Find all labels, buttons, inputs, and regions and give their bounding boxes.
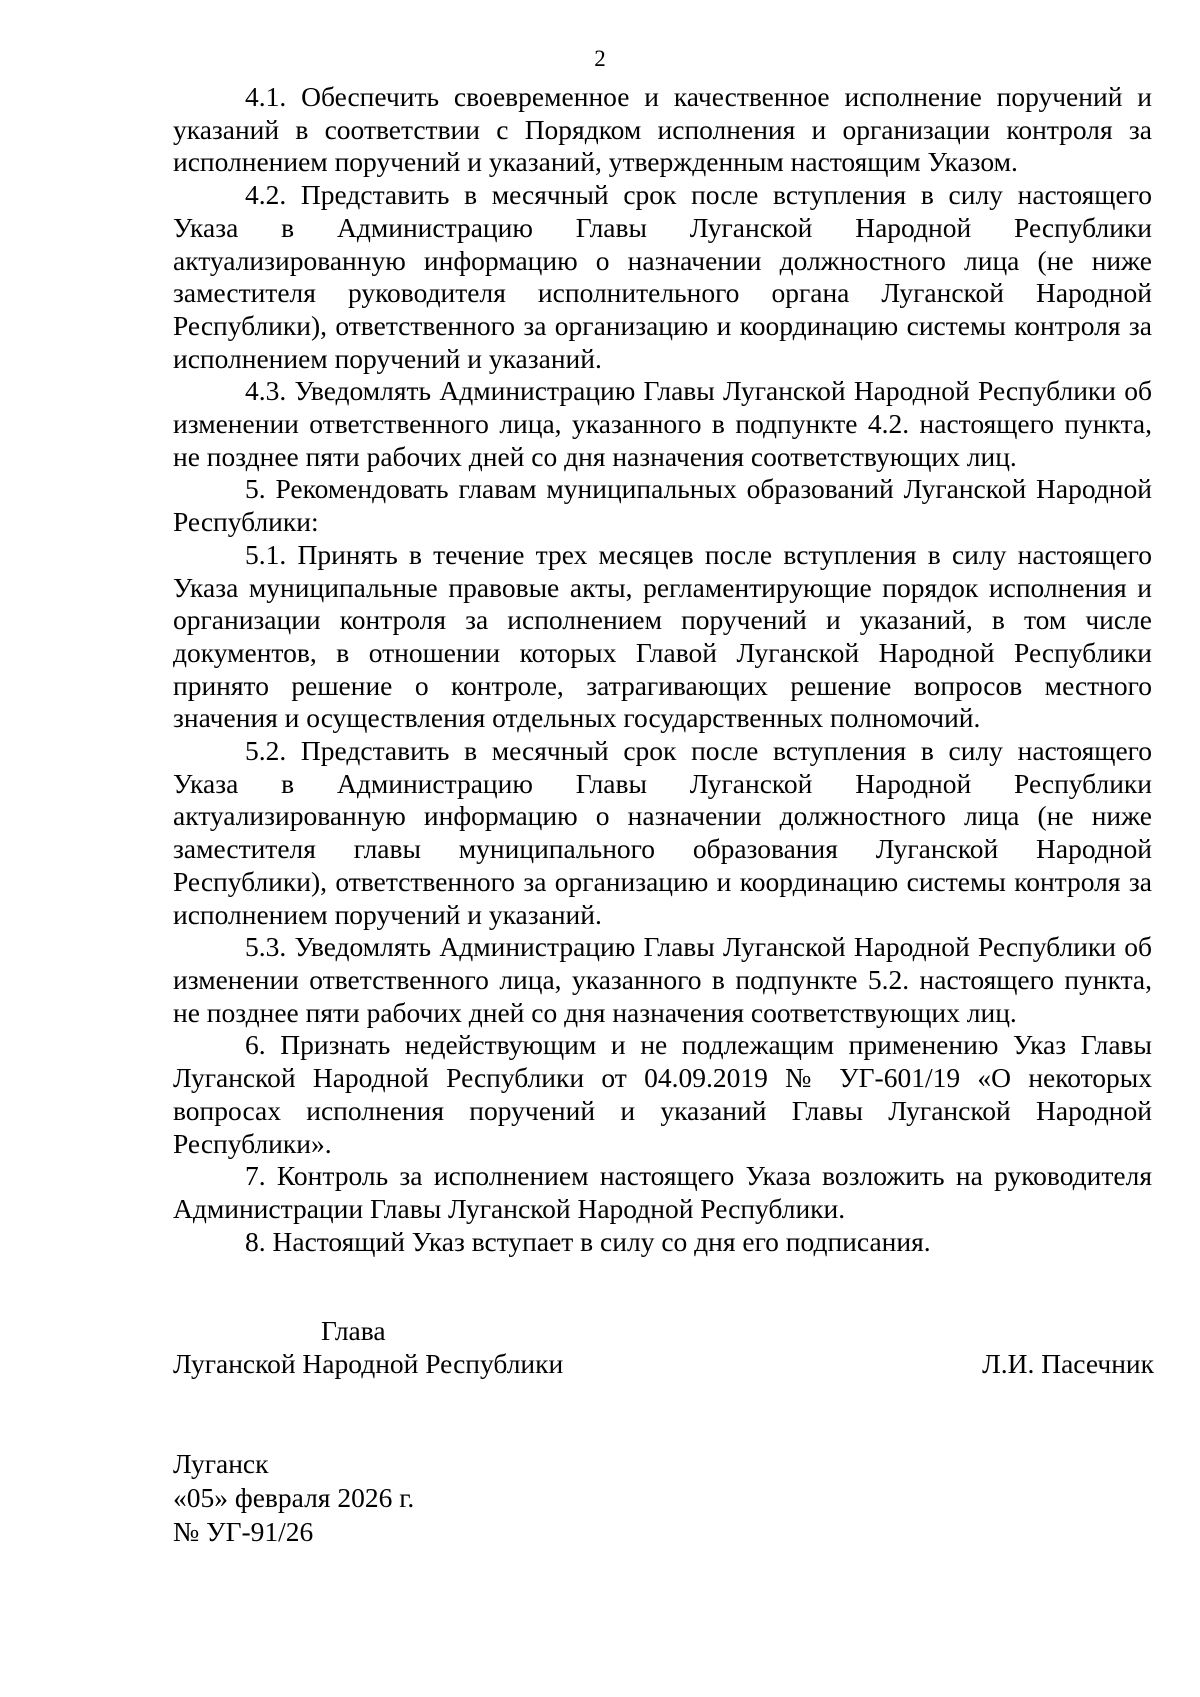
issue-date: «05» февраля 2026 г. bbox=[173, 1482, 415, 1513]
paragraph-5: 5. Рекомендовать главам муниципальных образований Луганской Народной Республики: bbox=[173, 473, 1152, 538]
signature-block bbox=[173, 1314, 1154, 1380]
signatory-title-line1: Глава bbox=[321, 1315, 386, 1346]
decree-number: № УГ-91/26 bbox=[173, 1516, 314, 1547]
paragraph-4-2: 4.2. Представить в месячный срок после вступления в силу настоящего Указа в Администрацию Главы Луганской Народной Республики актуализированную информацию о назначении должностного лица (не ниже заместителя руководителя исполнительного органа Луганской Народной Республики), ответственного за организацию и координацию системы контроля за исполнением поручений и указаний. bbox=[173, 179, 1152, 374]
signatory-name: Л.И. Пасечник bbox=[982, 1348, 1154, 1379]
paragraph-5-2: 5.2. Представить в месячный срок после вступления в силу настоящего Указа в Администрацию Главы Луганской Народной Республики актуализированную информацию о назначении должностного лица (не ниже заместителя главы муниципального образования Луганской Народной Республики), ответственного за организацию и координацию системы контроля за исполнением поручений и указаний. bbox=[173, 735, 1152, 930]
paragraph-5-1: 5.1. Принять в течение трех месяцев после вступления в силу настоящего Указа муниципальные правовые акты, регламентирующие порядок исполнения и организации контроля за исполнением поручений и указаний, в том числе документов, в отношении которых Главой Луганской Народной Республики принято решение о контроле, затрагивающих решение вопросов местного значения и осуществления отдельных государственных полномочий. bbox=[173, 538, 1152, 734]
paragraph-6: 6. Признать недействующим и не подлежащим применению Указ Главы Луганской Народной Республики от 04.09.2019 № УГ-601/19 «О некоторых вопросах исполнения поручений и указаний Главы Луганской Народной Республики». bbox=[173, 1029, 1152, 1159]
paragraph-7: 7. Контроль за исполнением настоящего Указа возложить на руководителя Администрации Главы Луганской Народной Республики. bbox=[173, 1160, 1152, 1224]
paragraph-4-1: 4.1. Обеспечить своевременное и качественное исполнение поручений и указаний в соответствии с Порядком исполнения и организации контроля за исполнением поручений и указаний, утвержденным настоящим Указом. bbox=[173, 81, 1152, 178]
issue-city: Луганск bbox=[173, 1448, 269, 1479]
decree-body bbox=[173, 81, 1152, 1258]
paragraph-8: 8. Настоящий Указ вступает в силу со дня его подписания. bbox=[245, 1225, 931, 1257]
signatory-title-line2: Луганской Народной Республики bbox=[173, 1348, 564, 1379]
paragraph-4-3: 4.3. Уведомлять Администрацию Главы Луганской Народной Республики об изменении ответственного лица, указанного в подпункте 4.2. настоящего пункта, не позднее пяти рабочих дней со дня назначения соответствующих лиц. bbox=[173, 375, 1152, 472]
page-number: 2 bbox=[594, 46, 606, 71]
paragraph-5-3: 5.3. Уведомлять Администрацию Главы Луганской Народной Республики об изменении ответственного лица, указанного в подпункте 5.2. настоящего пункта, не позднее пяти рабочих дней со дня назначения соответствующих лиц. bbox=[173, 931, 1152, 1028]
document-footer bbox=[173, 1447, 414, 1549]
